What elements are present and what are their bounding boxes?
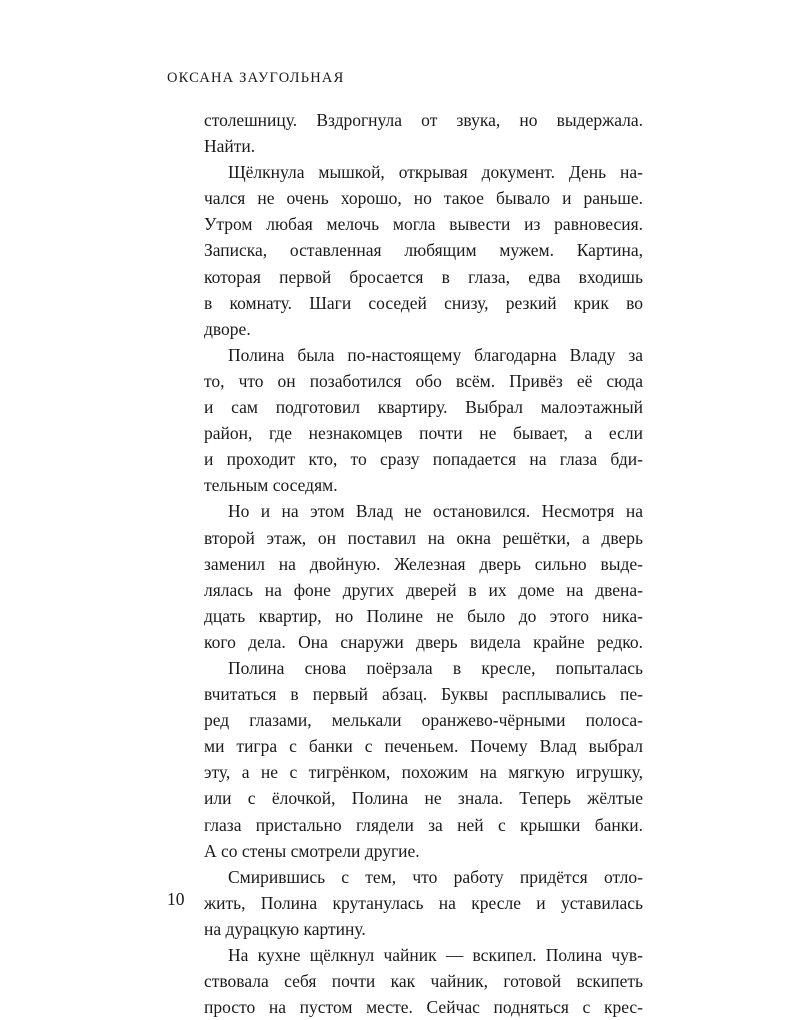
text-line: дворе. <box>204 318 251 339</box>
text-line: глаза пристально глядели за ней с крышки банки. <box>204 814 643 835</box>
text-line: Смирившись с тем, что работу придётся отло- <box>228 866 643 887</box>
text-line: заменил на двойную. Железная дверь сильно выде- <box>204 553 643 574</box>
text-line: кого дела. Она снаружи дверь видела крайне редко. <box>204 631 643 652</box>
text-line: эту, а не с тигрёнком, похожим на мягкую игрушку, <box>204 762 643 783</box>
text-line: которая первой бросается в глаза, едва входишь <box>204 266 643 287</box>
text-line: жить, Полина крутанулась на кресле и уставилась <box>204 892 643 913</box>
running-head: ОКСАНА ЗАУГОЛЬНАЯ <box>167 70 345 86</box>
text-line: Полина была по-настоящему благодарна Владу за <box>228 344 643 365</box>
text-line: ми тигра с банки с печеньем. Почему Влад выбрал <box>204 736 643 757</box>
text-line: столешницу. Вздрогнула от звука, но выдержала. <box>204 110 643 130</box>
text-line: Щёлкнула мышкой, открывая документ. День на- <box>228 162 643 183</box>
text-line: второй этаж, он поставил на окна решётки, а дверь <box>204 527 643 548</box>
text-line: Записка, оставленная любящим мужем. Картина, <box>204 240 643 261</box>
text-line: А со стены смотрели другие. <box>204 840 420 861</box>
text-line: На кухне щёлкнул чайник — вскипел. Полина чув- <box>228 945 643 965</box>
text-line: ствовала себя почти как чайник, готовой вскипеть <box>204 971 643 992</box>
text-line: тельным соседям. <box>204 475 338 496</box>
text-line: Утром любая мелочь могла вывести из равновесия. <box>204 214 643 235</box>
text-line: Полина снова поёрзала в кресле, попыталась <box>228 657 643 678</box>
text-line: лялась на фоне других дверей в их доме на двена- <box>204 579 643 600</box>
text-line: чался не очень хорошо, но такое бывало и раньше. <box>204 188 643 209</box>
text-line: район, где незнакомцев почти не бывает, а если <box>204 423 643 444</box>
text-line: дцать квартир, но Полине не было до этого ника- <box>204 605 643 626</box>
text-line: то, что он позаботился обо всём. Привёз её сюда <box>204 370 643 391</box>
text-line: вчитаться в первый абзац. Буквы расплывались пе- <box>204 684 643 705</box>
text-line: ред глазами, мелькали оранжево-чёрными полоса- <box>204 710 643 731</box>
text-line: или с ёлочкой, Полина не знала. Теперь жёлтые <box>204 788 643 809</box>
text-line: и сам подготовил квартиру. Выбрал малоэтажный <box>204 397 643 418</box>
text-line: в комнату. Шаги соседей снизу, резкий крик во <box>204 292 643 313</box>
text-line: Но и на этом Влад не остановился. Несмотря на <box>228 501 643 522</box>
text-line: Найти. <box>204 136 256 157</box>
text-line: просто на пустом месте. Сейчас подняться с крес- <box>204 997 643 1018</box>
page-number: 10 <box>167 889 185 909</box>
body-text <box>204 107 643 1020</box>
text-line: на дурацкую картину. <box>204 918 366 939</box>
text-line: и проходит кто, то сразу попадается на глаза бди- <box>204 449 643 470</box>
